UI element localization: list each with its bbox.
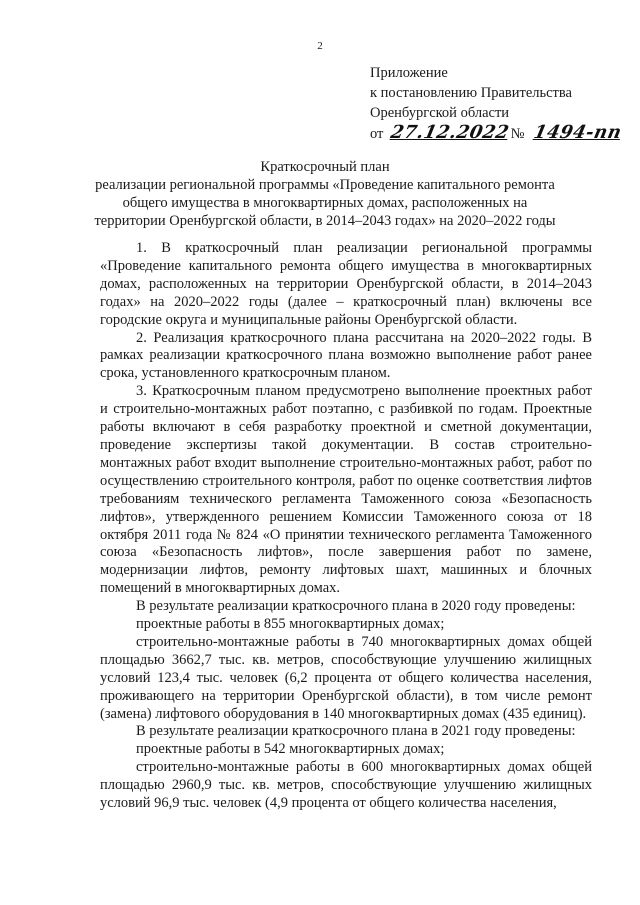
paragraph-2021-construction: строительно-монтажные работы в 600 многоквартирных домах общей площадью 2960,9 тыс. кв. метров, способствующие улучшению жилищных условий 96,9 тыс. человек (4,9 процента от общего количества населения, bbox=[100, 759, 592, 812]
title-line-1: Краткосрочный план bbox=[260, 159, 390, 175]
paragraph-2020-intro: В результате реализации краткосрочного плана в 2020 году проведены: bbox=[136, 598, 576, 615]
paragraph-2021-design: проектные работы в 542 многоквартирных домах; bbox=[136, 741, 445, 758]
appendix-header bbox=[370, 63, 624, 144]
paragraph-2: 2. Реализация краткосрочного плана рассчитана на 2020–2022 годы. В рамках реализации краткосрочного плана возможно выполнение работ ранее срока, установленного краткосрочным планом. bbox=[100, 329, 592, 382]
document-body bbox=[100, 240, 592, 813]
paragraph-2021-intro: В результате реализации краткосрочного плана в 2021 году проведены: bbox=[136, 723, 576, 740]
date-prefix: от bbox=[370, 126, 384, 142]
number-sign: № bbox=[510, 126, 525, 142]
appendix-region: Оренбургской области bbox=[370, 105, 510, 121]
handwritten-date: 27.12.2022 bbox=[388, 122, 512, 143]
paragraph-3: 3. Краткосрочным планом предусмотрено выполнение проектных работ и строительно-монтажных работ поэтапно, с разбивкой по годам. Проектные работы включают в себя разработку проектной и сметной документации, проведение экспертизы такой документации. В состав строительно-монтажных работ входит выполнение строительно-монтажных работ, работ по осуществлению строительного контроля, работ по оценке соответствия лифтов требованиям технического регламента Таможенного союза «Безопасность лифтов», утвержденного решением Комиссии Таможенного союза от 18 октября 2011 года № 824 «О принятии технического регламента Таможенного союза «Безопасность лифтов», после завершения работ по замене, модернизации лифтов, ремонту лифтовых шахт, машинных и блочных помещений в многоквартирных домах. bbox=[100, 383, 592, 597]
appendix-decree-ref: к постановлению Правительства bbox=[370, 85, 572, 101]
paragraph-2020-design: проектные работы в 855 многоквартирных домах; bbox=[136, 616, 445, 633]
document-title bbox=[60, 158, 590, 230]
paragraph-1: 1. В краткосрочный план реализации региональной программы «Проведение капитального ремонта общего имущества в многоквартирных домах, расположенных на территории Оренбургской области, в 2014–2043 годах» на 2020–2022 годы (далее – краткосрочный план) включены все городские округа и муниципальные районы Оренбургской области. bbox=[100, 240, 592, 328]
paragraph-2020-construction: строительно-монтажные работы в 740 многоквартирных домах общей площадью 3662,7 тыс. кв. метров, способствующие улучшению жилищных условий 123,4 тыс. человек (6,2 процента от общего количества населения, проживающего на территории Оренбургской области), в том числе ремонт (замена) лифтового оборудования в 140 многоквартирных домах (435 единиц). bbox=[100, 633, 592, 722]
appendix-date-number-line bbox=[370, 122, 624, 144]
page-number: 2 bbox=[317, 40, 323, 52]
title-line-4: территории Оренбургской области, в 2014–2043 годах» на 2020–2022 годы bbox=[94, 213, 556, 229]
handwritten-number: 1494-пп bbox=[531, 122, 624, 143]
title-line-2: реализации региональной программы «Проведение капитального ремонта bbox=[95, 177, 555, 193]
appendix-label: Приложение bbox=[370, 65, 448, 81]
title-line-3: общего имущества в многоквартирных домах, расположенных на bbox=[122, 195, 528, 211]
